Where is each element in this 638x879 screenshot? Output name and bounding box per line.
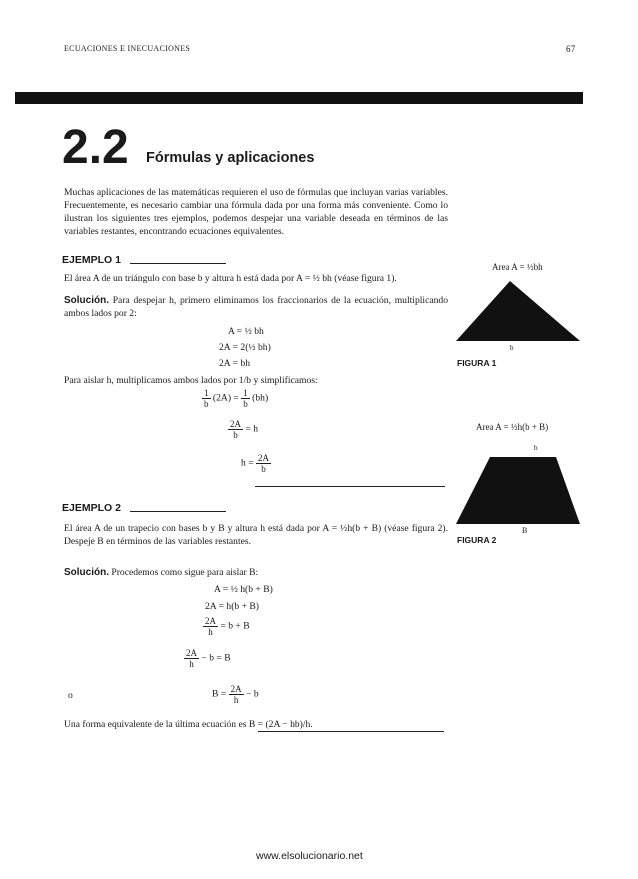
example-2-solution	[64, 566, 448, 579]
equation: $\frac{2A}{h}$ = b + B	[205, 616, 250, 637]
figure-1-formula: Area A = ½bh	[492, 262, 543, 272]
figure-1-triangle	[452, 277, 584, 343]
section-title: Fórmulas y aplicaciones	[146, 150, 315, 166]
example-1-mid-text: Para aislar h, multiplicamos ambos lados por 1/b y simplificamos:	[64, 375, 318, 386]
running-header: ECUACIONES E INECUACIONES	[64, 44, 191, 53]
equation: 2A = bh	[219, 358, 250, 369]
example-1-solution	[64, 294, 448, 320]
solution-label: Solución.	[64, 567, 109, 578]
section-number: 2.2	[62, 121, 129, 174]
example-2-final: Una forma equivalente de la última ecuación es B = (2A − hb)/h.	[64, 719, 313, 730]
header-rule	[15, 92, 583, 104]
footer-url[interactable]: www.elsolucionario.net	[256, 850, 363, 862]
equation: $\frac{1}{b}$ (2A) = $\frac{1}{b}$ (bh)	[204, 388, 269, 409]
intro-paragraph: Muchas aplicaciones de las matemáticas requieren el uso de fórmulas que incluyan varias variables. Frecuentemente, es necesario cambiar una fórmula dada por una forma más conveniente. Como lo ilustran los siguientes tres ejemplos, podemos despejar una variable deseada en términos de las variables restantes, encontrando ecuaciones equivalentes.	[64, 187, 448, 237]
figure-2-caption: FIGURA 2	[457, 535, 497, 545]
example-2-label: EJEMPLO 2	[62, 502, 121, 514]
figure-2-bottom-label: B	[522, 526, 528, 535]
example-1-rule	[130, 263, 226, 264]
example-1-label: EJEMPLO 1	[62, 254, 121, 266]
equation: $\frac{2A}{b}$ = h	[230, 419, 259, 440]
equation: 2A = 2(½ bh)	[219, 342, 271, 353]
solution-label: Solución.	[64, 295, 109, 306]
figure-2-top-label: b	[534, 444, 538, 452]
equation: B = $\frac{2A}{h}$ − b	[212, 684, 259, 705]
figure-2-trapezoid	[452, 454, 584, 526]
figure-1-base-label: b	[510, 344, 514, 352]
example-2-rule	[130, 511, 226, 512]
equation: 2A = h(b + B)	[205, 601, 259, 612]
equation: h = $\frac{2A}{b}$	[241, 453, 270, 474]
example-2-statement: El área A de un trapecio con bases b y B y altura h está dada por A = ½h(b + B) (véase figura 2). Despeje B en términos de las variables restantes.	[64, 523, 448, 547]
example-1-end-rule	[255, 486, 445, 487]
figure-2-formula: Area A = ½h(b + B)	[476, 422, 549, 432]
solution-text: Procedemos como sigue para aislar B:	[111, 567, 259, 578]
example-1-statement: El área A de un triángulo con base b y altura h está dada por A = ½ bh (véase figura 1).	[64, 273, 397, 284]
solution-text: Para despejar h, primero eliminamos los fraccionarios de la ecuación, multiplicando ambos lados por 2:	[64, 295, 448, 319]
equation: A = ½ bh	[228, 326, 264, 337]
figure-1-caption: FIGURA 1	[457, 358, 497, 368]
or-label: o	[68, 690, 73, 701]
equation: $\frac{2A}{h}$ − b = B	[186, 648, 231, 669]
page-number: 67	[566, 44, 576, 54]
example-2-end-rule	[258, 731, 444, 732]
equation: A = ½ h(b + B)	[214, 584, 273, 595]
